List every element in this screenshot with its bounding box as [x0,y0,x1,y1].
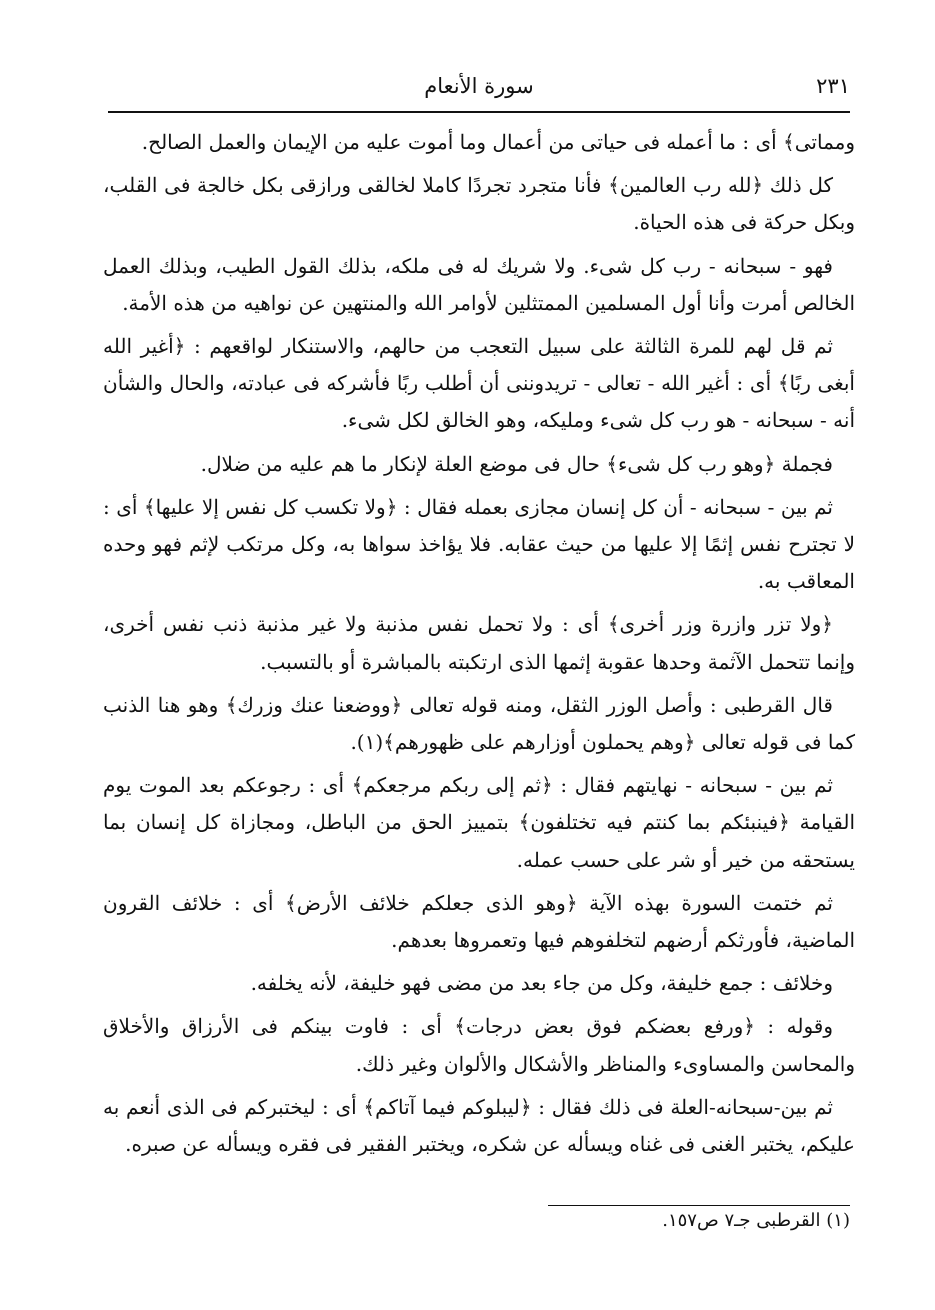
paragraph: ثم قل لهم للمرة الثالثة على سبيل التعجب من حالهم، والاستنكار لواقعهم : ﴿أغير الله أبغى ربًا﴾ أى : أغير الله - تعالى - تريدوننى أن أطلب ربًا فأشركه فى عبادته، والحال والشأن أنه - سبحانه - هو رب كل شىء ومليكه، وهو الخالق لكل شىء. [103,334,855,433]
paragraph: ﴿ولا تزر وازرة وزر أخرى﴾ أى : ولا تحمل نفس مذنبة ولا غير مذنبة ذنب نفس أخرى، وإنما تتحمل الآثمة وحدها عقوبة إثمها الذى ارتكبته بالمباشرة أو بالتسبب. [103,612,855,674]
paragraph: فجملة ﴿وهو رب كل شىء﴾ حال فى موضع العلة لإنكار ما هم عليه من ضلال. [200,451,833,476]
paragraph: فهو - سبحانه - رب كل شىء. ولا شريك له فى ملكه، بذلك القول الطيب، وبذلك العمل الخالص أمرت وأنا أول المسلمين الممتثلين لأوامر الله والمنتهين عن نواهيه من هذه الأمة. [103,253,855,315]
body-text [103,124,855,1169]
paragraph: ثم بين - سبحانه - أن كل إنسان مجازى بعمله فقال : ﴿ولا تكسب كل نفس إلا عليها﴾ أى : لا تجترح نفس إثمًا إلا عليها من حيث عقابه. فلا يؤاخذ سواها به، وكل مرتكب لإثم فهو وحده المعاقب به. [103,494,855,594]
paragraph: ثم ختمت السورة بهذه الآية ﴿وهو الذى جعلكم خلائف الأرض﴾ أى : خلائف القرون الماضية، فأورثكم أرضهم لتخلفوهم فيها وتعمروها بعدهم. [103,890,855,953]
page-number: ٢٣١ [816,74,850,98]
paragraph: ثم بين - سبحانه - نهايتهم فقال : ﴿ثم إلى ربكم مرجعكم﴾ أى : رجوعكم بعد الموت يوم القيامة ﴿فينبئكم بما كنتم فيه تختلفون﴾ بتمييز الحق من الباطل، ومجازاة كل إنسان بما يستحقه من خير أو شر على حسب عمله. [103,773,855,872]
paragraph: ومماتى﴾ أى : ما أعمله فى حياتى من أعمال وما أموت عليه من الإيمان والعمل الصالح. [141,130,855,154]
footnote-rule [548,1205,850,1206]
surah-title: سورة الأنعام [424,74,534,98]
paragraph: كل ذلك ﴿لله رب العالمين﴾ فأنا متجرد تجردًا كاملا لخالقى ورازقى بكل خالجة فى القلب، وبكل حركة فى هذه الحياة. [103,173,855,235]
page-header [108,68,850,112]
paragraph: قال القرطبى : وأصل الوزر الثقل، ومنه قوله تعالى ﴿ووضعنا عنك وزرك﴾ وهو هنا الذنب كما فى قوله تعالى ﴿وهم يحملون أوزارهم على ظهورهم﴾(١). [103,692,855,755]
paragraph: وخلائف : جمع خليفة، وكل من جاء بعد من مضى فهو خليفة، لأنه يخلفه. [250,971,833,996]
paragraph: ثم بين-سبحانه-العلة فى ذلك فقال : ﴿ليبلوكم فيما آتاكم﴾ أى : ليختبركم فى الذى أنعم به عليكم، يختبر الغنى فى غناه ويسأله عن شكره، ويختبر الفقير فى فقره ويسأله عن صبره. [103,1094,855,1157]
header-rule [108,111,850,113]
paragraph: وقوله : ﴿ورفع بعضكم فوق بعض درجات﴾ أى : فاوت بينكم فى الأرزاق والأخلاق والمحاسن والمساوىء والمناظر والأشكال والألوان وغير ذلك. [103,1014,855,1076]
footnote: (١) القرطبى جـ٧ ص١٥٧. [662,1210,850,1231]
